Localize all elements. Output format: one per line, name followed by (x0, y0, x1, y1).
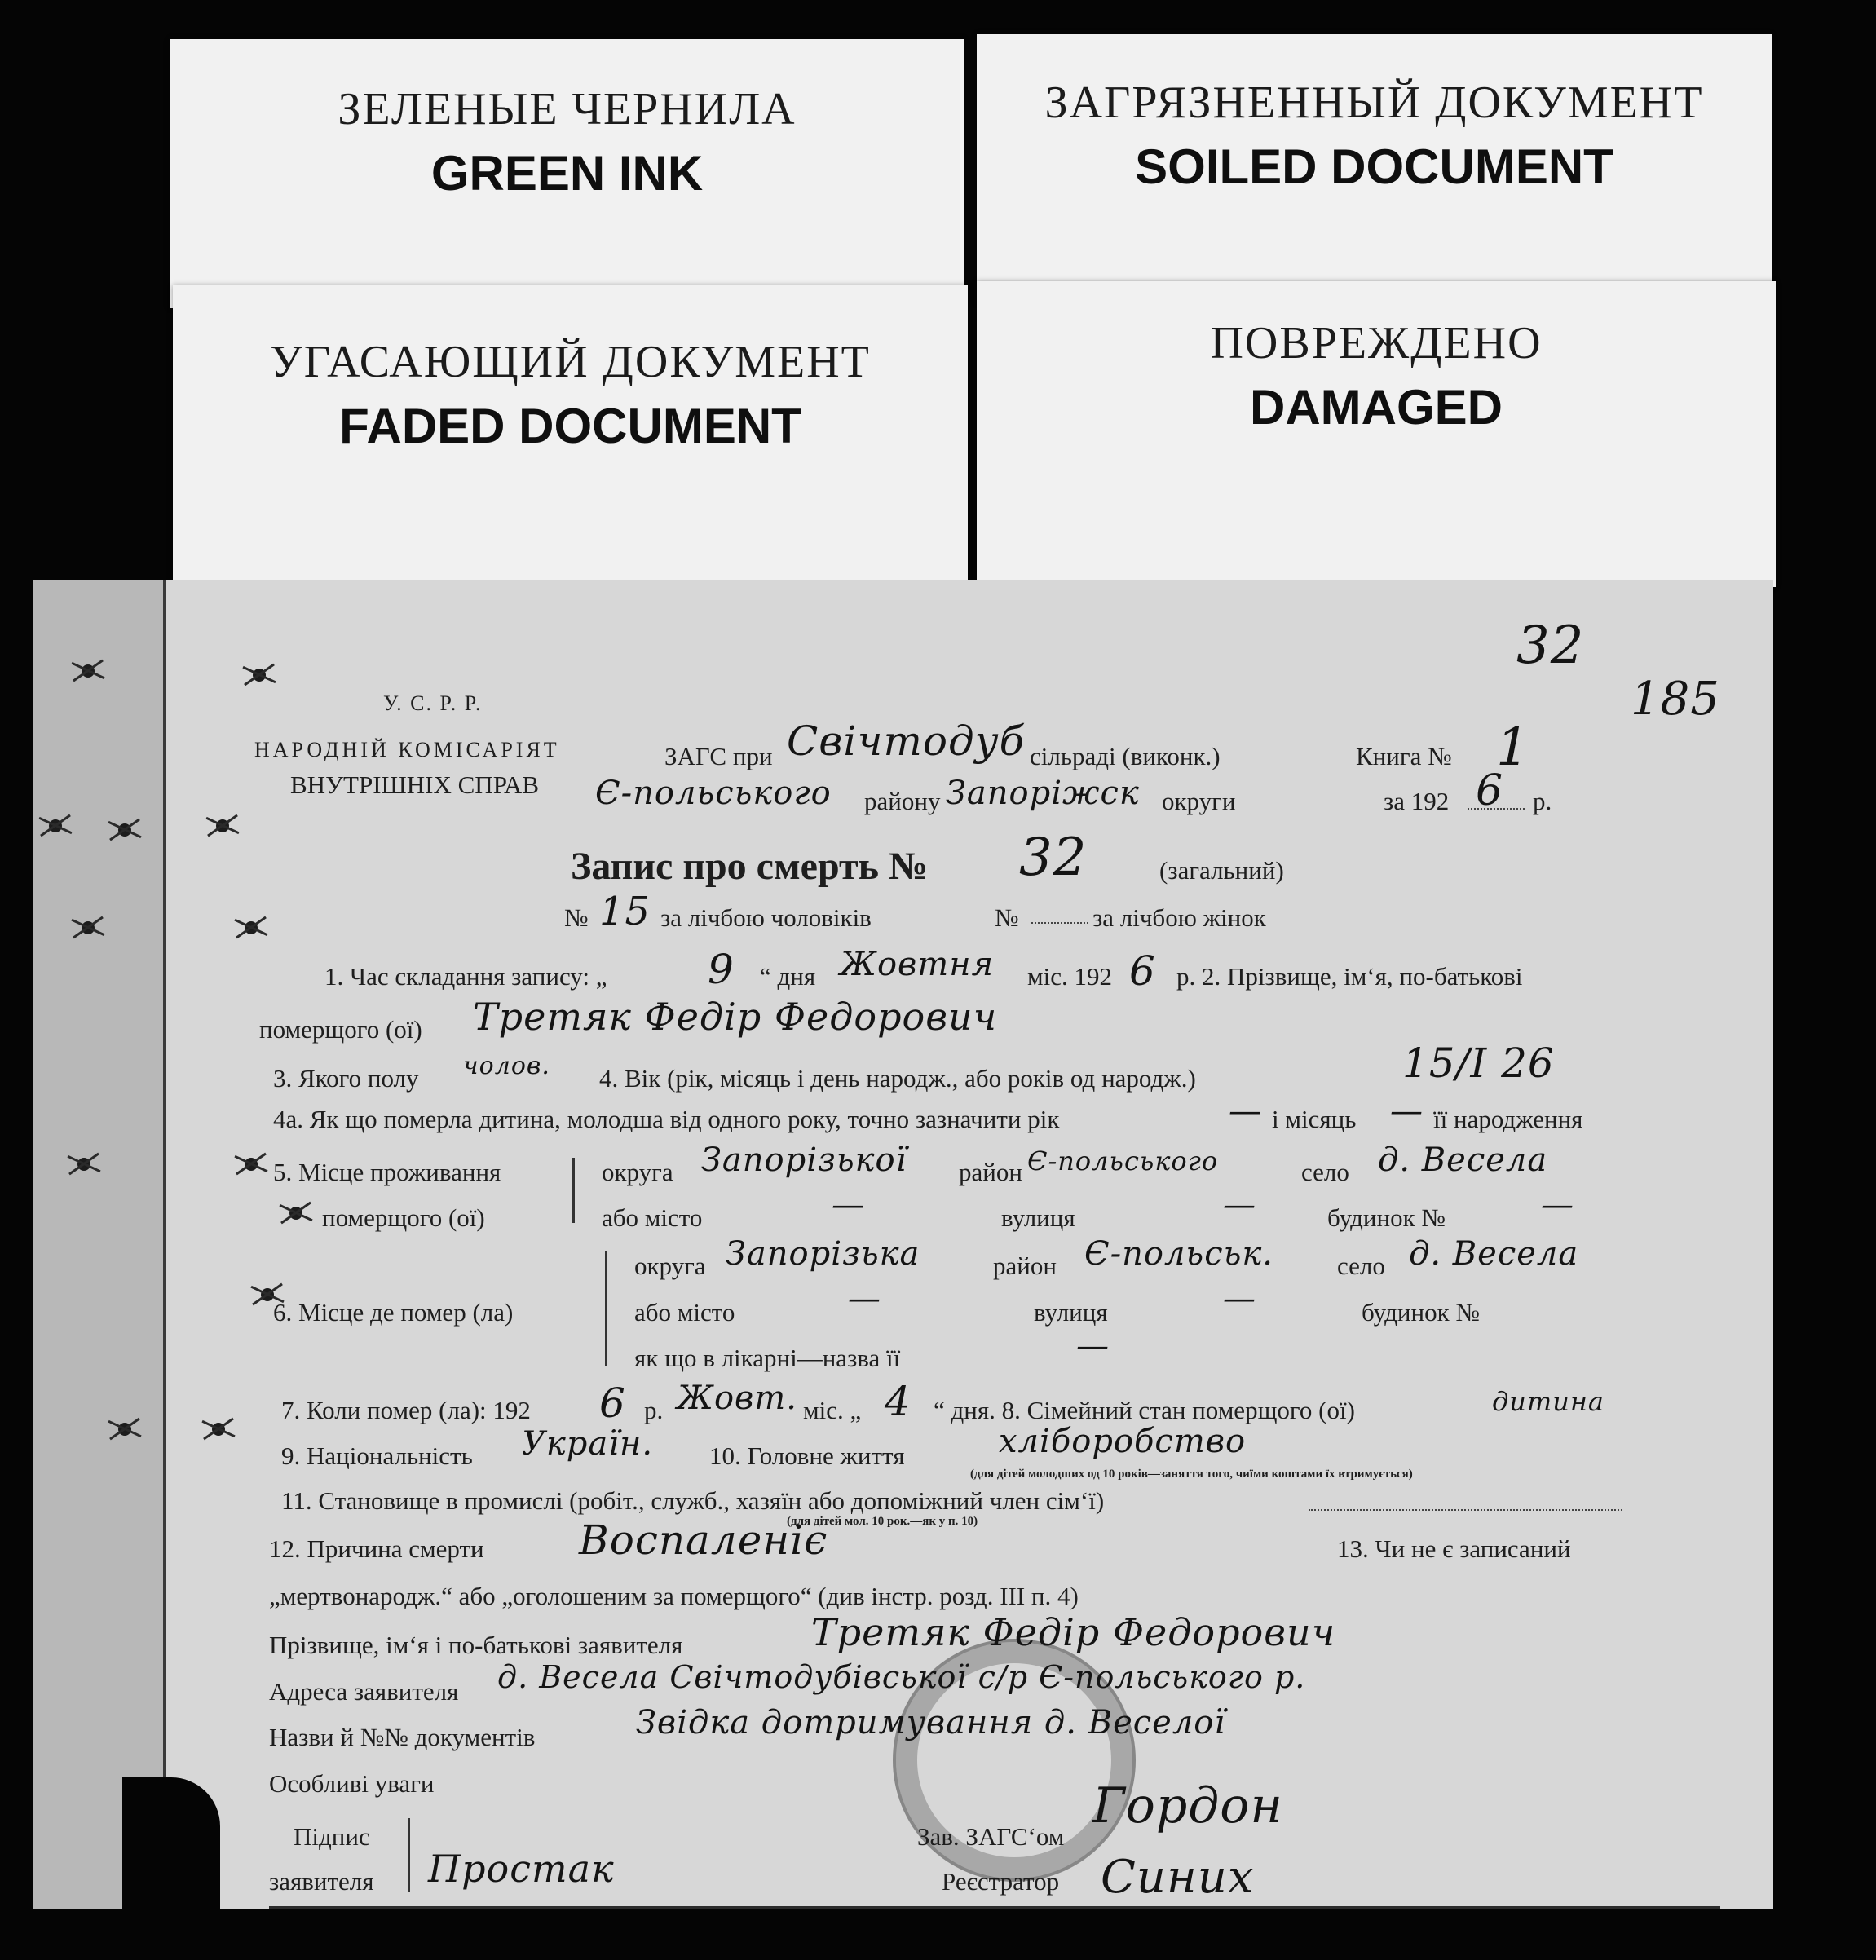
row1-label-d: р. 2. Прізвище, ім‘я, по-батькові (1176, 962, 1523, 991)
death-okrug-value: Запорізька (726, 1235, 920, 1273)
row1-label-c: міс. 192 (1027, 962, 1112, 991)
death-cause-label: 12. Причина смерти (269, 1534, 484, 1563)
binding-hole (245, 1158, 258, 1171)
documents-value: Звідка дотримування д. Веселої (636, 1704, 1226, 1741)
residence-house-value: — (1541, 1186, 1574, 1224)
trade-status-dots (1309, 1508, 1622, 1511)
registrar-signature: Синих (1101, 1851, 1255, 1904)
binding-hole (118, 823, 131, 837)
residence-street-label: вулиця (1001, 1203, 1075, 1232)
death-date-label-b: р. (644, 1396, 664, 1424)
residence-brace (572, 1158, 575, 1223)
women-no-label: № (995, 903, 1019, 932)
death-street-value: — (1223, 1280, 1256, 1318)
signature-label-1: Підпис (294, 1822, 370, 1851)
trade-status-note: (для дітей мол. 10 рок.—як у п. 10) (787, 1515, 978, 1528)
women-dots (1031, 921, 1088, 924)
residence-raion-label: район (959, 1158, 1022, 1186)
soiled-ru: ЗАГРЯЗНЕННЫЙ ДОКУМЕНТ (1044, 77, 1704, 128)
hospital-label: як що в лікарні—назва її (634, 1344, 901, 1372)
residence-house-label: будинок № (1327, 1203, 1446, 1232)
binding-hole (289, 1207, 302, 1220)
death-city-label: або місто (634, 1298, 735, 1327)
year-dots (1468, 807, 1525, 810)
binding-hole (118, 1423, 131, 1436)
death-place-label: 6. Місце де помер (ла) (273, 1298, 514, 1327)
remarks-label: Особливі уваги (269, 1769, 435, 1798)
raionu-label: району (864, 787, 941, 815)
occupation-note: (для дітей молодших од 10 років—заняття того, чиїми коштами їх втримується) (970, 1468, 1413, 1481)
occupation-label: 10. Головне життя (709, 1441, 905, 1470)
year-label: за 192 (1384, 787, 1450, 815)
binding-hole (49, 819, 62, 832)
book-number-value: 1 (1496, 717, 1530, 778)
residence-street-value: — (1223, 1186, 1256, 1224)
applicant-signature: Простак (428, 1847, 615, 1891)
binding-hole (77, 1158, 90, 1171)
infant-month-value: — (1390, 1093, 1424, 1130)
residence-selo-value: д. Весела (1378, 1141, 1548, 1179)
faded-en: FADED DOCUMENT (339, 399, 801, 453)
documents-label: Назви й №№ документів (269, 1723, 536, 1751)
applicant-address-value: д. Весела Свічтодубівської с/р Є-польського р. (497, 1659, 1306, 1695)
archive-number: 32 (1516, 616, 1585, 676)
binding-hole (82, 921, 95, 934)
registrar-label: Реєстратор (942, 1867, 1060, 1896)
year-r-label: р. (1533, 787, 1552, 815)
death-raion-label: район (993, 1251, 1057, 1280)
hospital-value: — (1076, 1327, 1110, 1365)
binding-hole (261, 1288, 274, 1301)
village-council-value: Свічтодуб (787, 717, 1026, 765)
death-date-label-a: 7. Коли помер (ла): 192 (281, 1396, 531, 1424)
applicant-address-label: Адреса заявителя (269, 1677, 459, 1706)
applicant-label: Прізвище, ім‘я і по-батькові заявителя (269, 1631, 683, 1659)
record-month-value: Жовтня (840, 946, 995, 983)
faded-ru: УГАСАЮЩИЙ ДОКУМЕНТ (270, 337, 871, 387)
deceased-label: померщого (ої) (259, 1015, 422, 1044)
okrug-value: Запоріжск (946, 775, 1140, 812)
death-date-label-c: міс. „ (803, 1396, 862, 1424)
death-house-label: будинок № (1362, 1298, 1480, 1327)
okrugy-label: округи (1162, 787, 1236, 815)
soiled-en: SOILED DOCUMENT (1135, 139, 1613, 194)
residence-city-label: або місто (602, 1203, 703, 1232)
nationality-value: Україн. (522, 1425, 654, 1463)
deceased-name-value: Третяк Федір Федорович (473, 995, 998, 1039)
ussr-label: У. С. Р. Р. (383, 691, 483, 715)
record-day-value: 9 (708, 946, 735, 993)
silradi-label: сільраді (виконк.) (1030, 742, 1221, 770)
residence-label-2: померщого (ої) (322, 1203, 485, 1232)
green-ink-card (170, 39, 964, 308)
residence-label: 5. Місце проживання (273, 1158, 501, 1186)
nationality-label: 9. Національність (281, 1441, 473, 1470)
infant-label: 4а. Як що померла дитина, молодша від одного року, точно зазначити рік (273, 1105, 1060, 1133)
bottom-rule (269, 1906, 1720, 1909)
residence-raion-value: Є-польського (1027, 1146, 1219, 1176)
commissariat-line1: НАРОДНІЙ КОМІСАРІЯТ (254, 738, 560, 761)
applicant-value: Третяк Федір Федорович (811, 1610, 1336, 1654)
infant-birth-label: її народження (1433, 1105, 1583, 1133)
soiled-card (977, 34, 1772, 303)
residence-selo-label: село (1301, 1158, 1349, 1186)
stillborn-label-2: „мертвонародж.“ або „оголошеним за померщого“ (див інстр. розд. III п. 4) (269, 1582, 1079, 1610)
age-value: 15/I 26 (1402, 1040, 1555, 1087)
death-selo-label: село (1337, 1251, 1385, 1280)
row1-label-b: “ дня (760, 962, 816, 991)
binding-hole (216, 819, 229, 832)
record-number-value: 32 (1019, 828, 1088, 888)
death-city-value: — (848, 1280, 881, 1318)
raion-value: Є-польського (595, 775, 832, 812)
commissariat-line2: ВНУТРІШНІХ СПРАВ (290, 770, 540, 799)
death-place-brace (605, 1251, 607, 1366)
binding-hole (212, 1423, 225, 1436)
men-count-value: 15 (599, 889, 651, 934)
record-title: Запис про смерть № (571, 845, 929, 888)
signature-label-2: заявителя (269, 1867, 374, 1896)
stillborn-label: 13. Чи не є записаний (1337, 1534, 1571, 1563)
death-raion-value: Є-польськ. (1084, 1235, 1273, 1273)
family-status-value: дитина (1492, 1386, 1605, 1417)
damaged-en: DAMAGED (1250, 380, 1503, 435)
residence-okruga-label: округа (602, 1158, 673, 1186)
faded-card (173, 285, 968, 587)
torn-corner (122, 1777, 220, 1916)
damaged-card (977, 281, 1776, 587)
zags-head-label: Зав. ЗАГС‘ом (917, 1822, 1065, 1851)
binding-hole (82, 664, 95, 678)
general-label: (загальний) (1159, 856, 1284, 885)
row1-label-a: 1. Час складання запису: „ (324, 962, 607, 991)
death-day-value: 4 (885, 1378, 912, 1425)
zags-head-signature: Гордон (1092, 1777, 1283, 1834)
zags-pri-label: ЗАГС при (664, 742, 773, 770)
death-okruga-label: округа (634, 1251, 706, 1280)
occupation-value: хліборобство (999, 1423, 1247, 1460)
death-selo-value: д. Весела (1409, 1235, 1579, 1273)
damaged-ru: ПОВРЕЖДЕНО (1210, 318, 1543, 369)
residence-okrug-value: Запорізької (701, 1141, 907, 1179)
green-ink-ru: ЗЕЛЕНЫЕ ЧЕРНИЛА (338, 84, 797, 135)
signature-brace (408, 1818, 410, 1892)
binding-strip (33, 580, 166, 1909)
women-label: за лічбою жінок (1092, 903, 1266, 932)
infant-month-label: і місяць (1272, 1105, 1357, 1133)
trade-status-label: 11. Становище в промислі (робіт., служб., хазяїн або допоміжний член сім‘ї) (281, 1486, 1105, 1515)
death-date-label-d: “ дня. 8. Сімейний стан померщого (ої) (934, 1396, 1355, 1424)
archive-page-number: 185 (1631, 673, 1720, 726)
green-ink-en: GREEN INK (430, 146, 704, 201)
death-year-value: 6 (599, 1380, 626, 1427)
men-label: за лічбою чоловіків (660, 903, 872, 932)
sex-value: чолов. (463, 1052, 550, 1080)
men-no-label: № (564, 903, 589, 932)
record-year-value: 6 (1129, 947, 1156, 995)
death-month-value: Жовт. (677, 1380, 797, 1417)
death-cause-value: Воспаленіє (579, 1516, 828, 1564)
binding-hole (253, 669, 266, 682)
year-value: 6 (1476, 766, 1504, 815)
infant-year-value: — (1229, 1093, 1262, 1130)
book-label: Книга № (1356, 742, 1452, 770)
residence-city-value: — (832, 1186, 865, 1224)
death-street-label: вулиця (1034, 1298, 1108, 1327)
age-label: 4. Вік (рік, місяць і день народж., або років од народж.) (599, 1064, 1196, 1093)
sex-label: 3. Якого полу (273, 1064, 419, 1093)
binding-hole (245, 921, 258, 934)
